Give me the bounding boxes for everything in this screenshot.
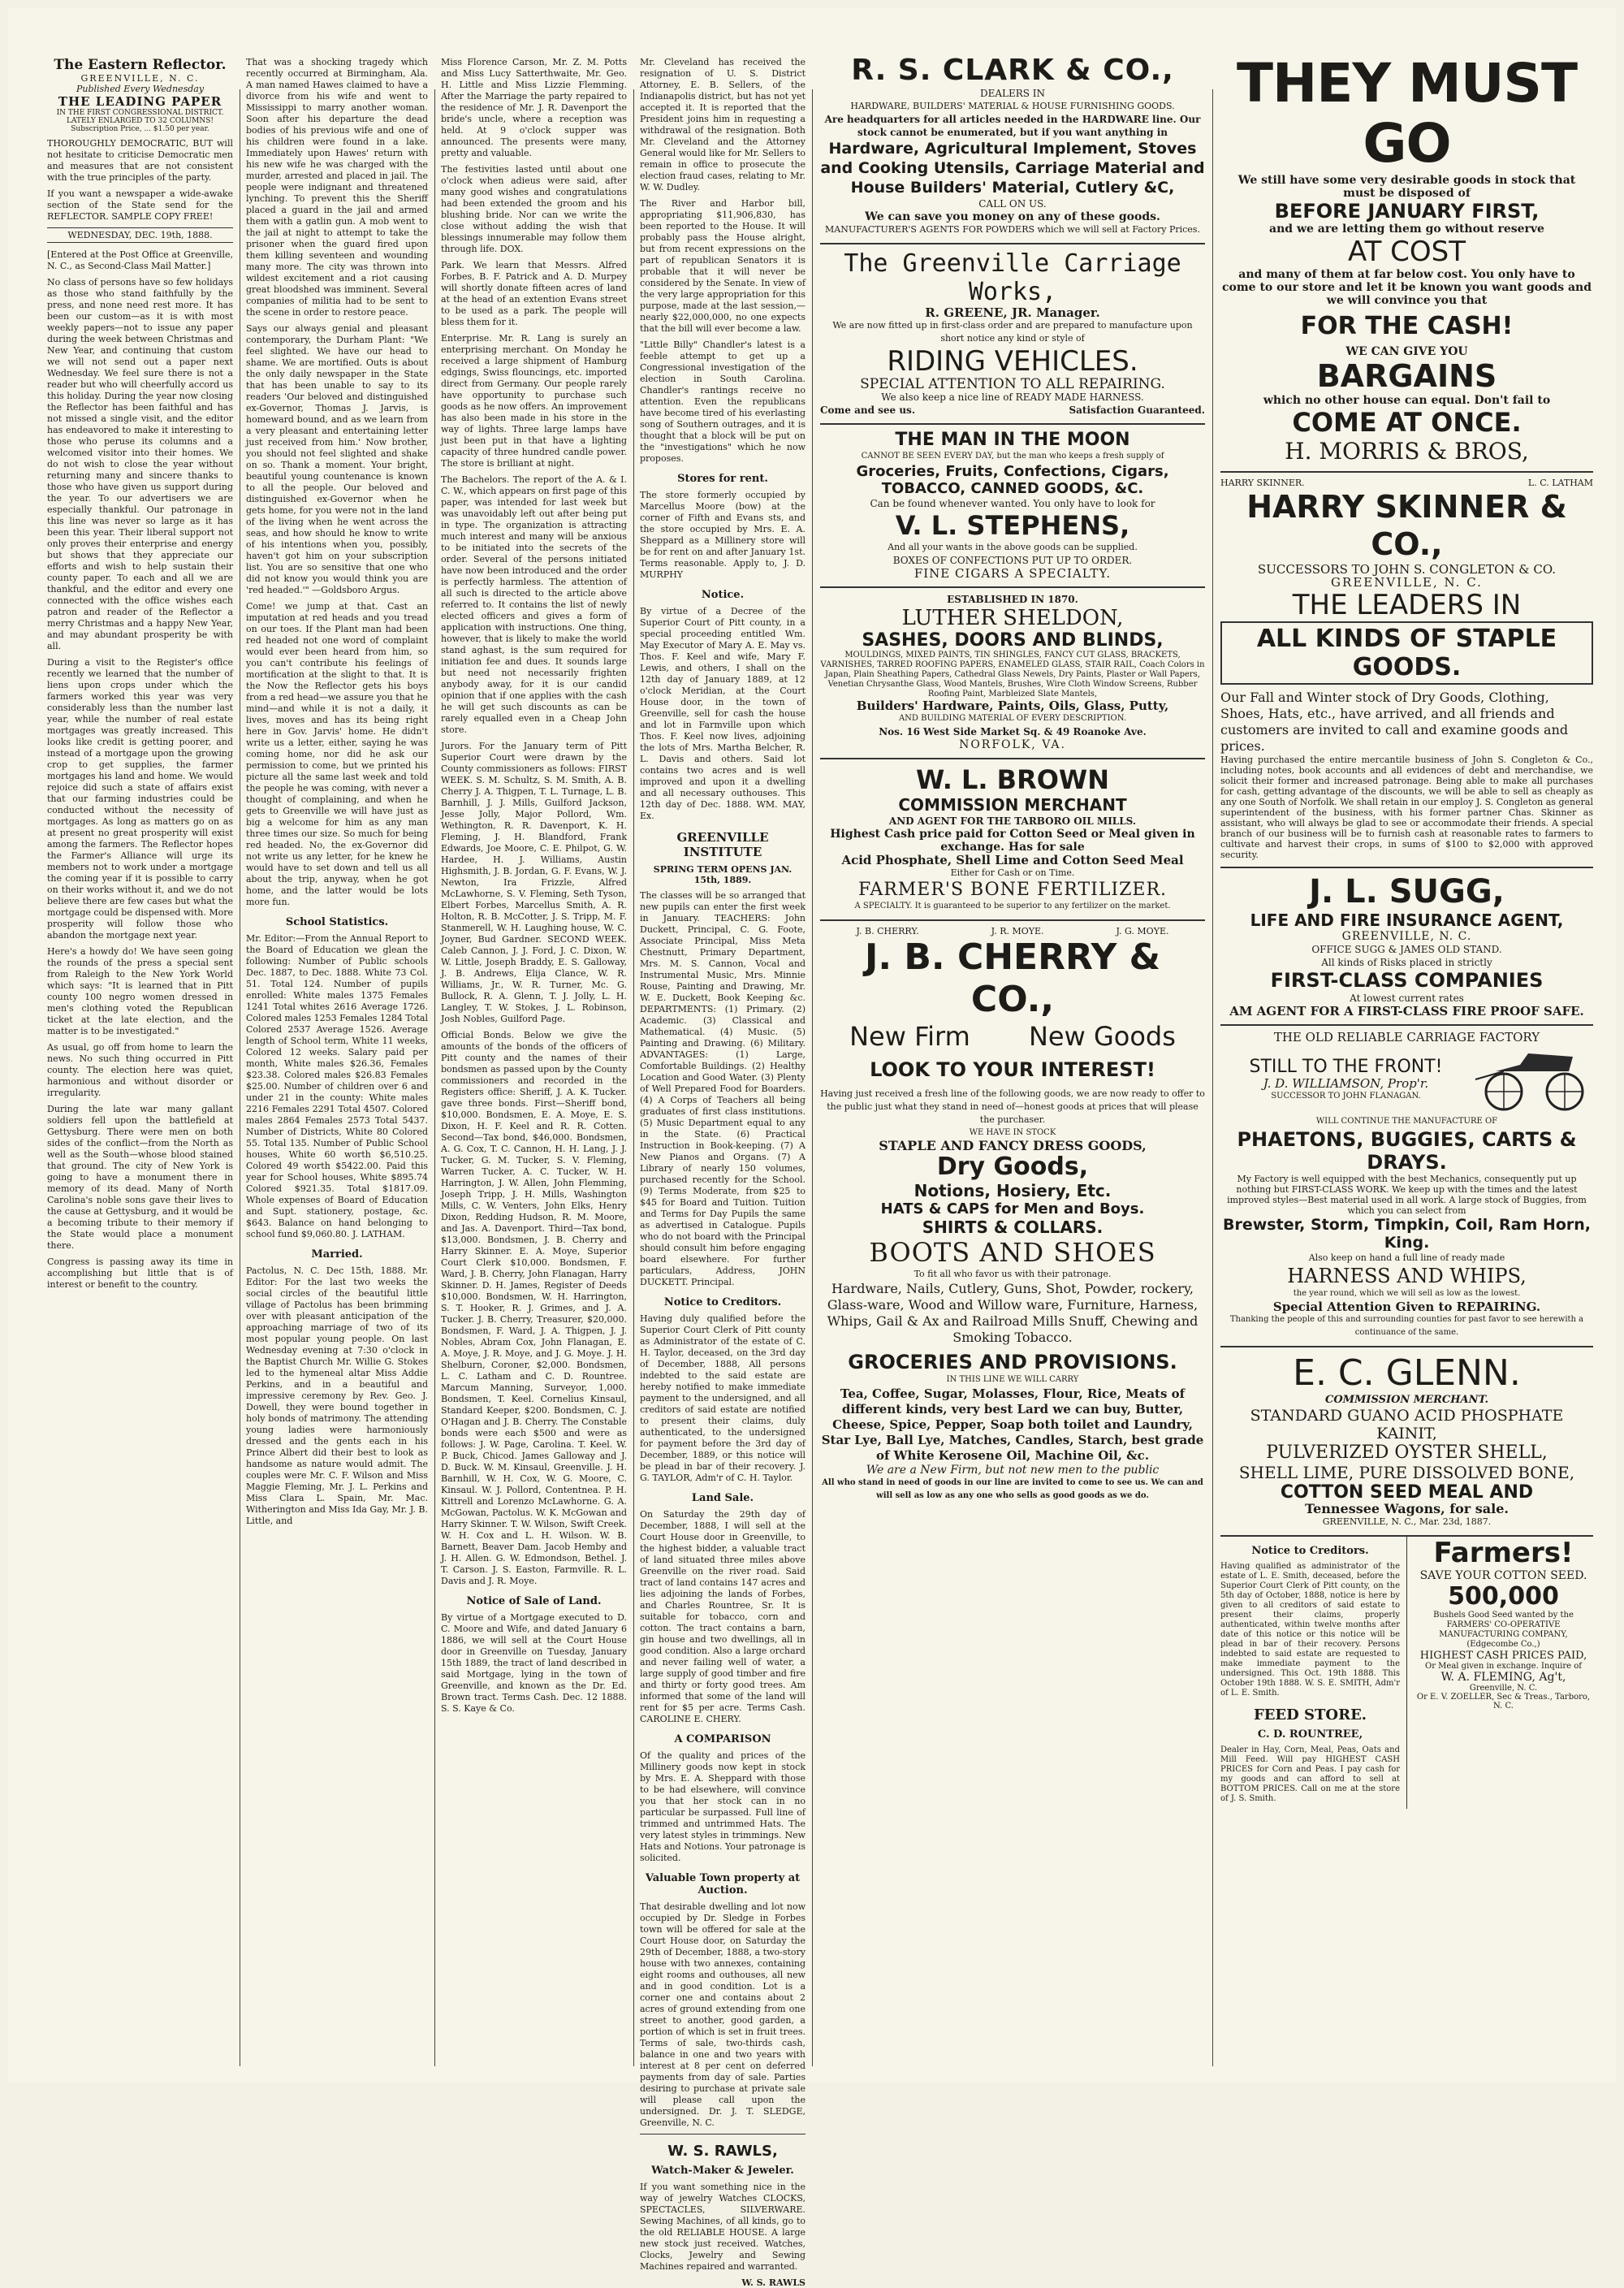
must-many: and many of them at far below cost. You only have to come to our store and let it be known you want goods and we will convince you that — [1222, 268, 1592, 307]
sheldon-address: Nos. 16 West Side Market Sq. & 49 Roanoke Ave. — [879, 726, 1147, 737]
article-paragraph: Official Bonds. Below we give the amounts of the bonds of the officers of Pitt county and the names of their bondsmen as passed upon by the County commissioners and recorded in the Registers office: Sheriff, J. A. K. Tucker. gave three bonds. First—Sheriff bond, $10,000. Bondsmen, E. A. Moye, E. S. Dixon, H. F. Keel and R. R. Cotten. Second—Tax bond, $46,000. Bondsmen, A. G. Cox, T. C. Cannon, H. H. Lang, J. J. Tucker, G. M. Tucker, S. V. Fleming, Warren Tucker, A. C. Tucker, W. H. Harrington, J. W. Allen, John Flemming, Joseph Tripp, J. H. Mills, Washington Mills, C. W. Venters, John Elks, Henry Dixon, Redding Hudson, R. M. Moore, and Jas. A. Davenport. Third—Tax bond, $13,000. Bondsmen, J. B. Cherry and Harry Skinner. E. A. Moye, Superior Court Clerk $10,000. Bondsmen, F. Ward, J. B. Cherry, John Flanagan, Harry Skinner. D. H. James, Register of Deeds $10,000. Bondsmen, W. H. Harrington, S. T. Hooker, R. J. Grimes, and J. A. Tucker. J. B. Cherry, Treasurer, $20,000. Bondsmen, F. Ward, J. A. Thigpen, J. J. Nobles, Abram Cox, John Flanagan, E. A. Moye, J. R. Moye, and J. G. Moye. J. H. Shelburn, Coroner, $2,000. Bondsmen, L. C. Latham and C. D. Rountree. Marcum Manning, Surveyor, 1,000. Bondsmen, T. Keel. Cornelius Kinsaul, Standard Keeper, $200. Bondsmen, C. J. O'Hagan and J. B. Cherry. The Constable bonds were each $500 and were as follows: J. W. Page, Carolina. T. Keel. W. P. Buck, Chicod. James Galloway and J. D. Buck. W. M. Kinsaul, Greenville. J. H. Barnhill, W. H. Cox, W. G. Moore, C. Kinsaul. W. J. Pollord, Contentnea. P. H. Kittrell and Lorenzo McLawhorne. G. A. McGowan, Pactolus. W. K. McGowan and Harry Skinner. T. W. Wilson, Swift Creek. W. H. Cox and L. H. Wilson. W. B. Barnett, Beaver Dam. Jacob Hemby and J. H. Allen. G. W. Edmondson, Bethel. J. T. Carson. J. S. Easton, Farmville. R. L. Davis and J. R. Moye. — [441, 1030, 627, 1586]
article-paragraph: "Little Billy" Chandler's latest is a feeble attempt to get up a Congressional investigation of the election in South Carolina. Chandler's rantings receive no attention. Even the republicans have become tired of his everlasting song of Southern outrages, and it is thought that a block will be put on the "investigations" which he now proposes. — [640, 340, 806, 464]
carriage-name: The Greenville Carriage Works, — [844, 249, 1181, 306]
feed-name: C. D. ROUNTREE, — [1257, 1728, 1363, 1741]
glenn-cotton: COTTON SEED MEAL AND — [1280, 1482, 1534, 1503]
article-paragraph: Says our always genial and pleasant contemporary, the Durham Plant: "We feel slighted. We have our head to shame. We are mortified. Outs is about the only daily newspaper in the State that has been unable to say to its readers 'Our beloved and distinguished ex-Governor, Thomas J. Jarvis, is homeward bound, and as we learn from a very pleasant and entertaining letter just received from him.' Now brother, you should not feel slighted and shake on so. Thank a moment. Your bright, beautiful young countenance is known to all the people. Our beloved and distinguished ex-Governor when he gets home, for you were not in the land of the living when he went across the seas, and how should he know to write of his intentions when you, possibly, haven't got him on your subscription list. You are so sensitive that one who did not know you would think you are 'red headed.'" —Goldsboro Argus. — [246, 323, 428, 595]
sugg-city: GREENVILLE, N. C. — [1341, 930, 1472, 943]
must-come: COME AT ONCE. — [1292, 407, 1522, 438]
cherry-stock: WE HAVE IN STOCK — [969, 1128, 1056, 1137]
cherry-staple: STAPLE AND FANCY DRESS GOODS, — [879, 1138, 1147, 1153]
article-paragraph: The Bachelors. The report of the A. & I. C. W., which appears on first page of this paper, was intended for last week but was unavoidably left out after being put in type. The organization is attracting much interest and many will be anxious to be initiated into the secrets of the order. Several of the persons initiated have now been introduced and the order is perfectly harmless. The attention of all such is directed to the article above referred to. It contains the list of newly elected officers and gives a form of application with instructions. One thing, however, that is likely to make the world stand aghast, is the sum required for initiation fee and dues. It sounds large but need not necessarily frighten anybody away, for it is our candid opinion that if one applies with the cash he will get such discounts as can be rarely equalled even in a Cheap John store. — [441, 474, 627, 735]
factory-big: PHAETONS, BUGGIES, CARTS & DRAYS. — [1237, 1128, 1577, 1174]
article-paragraph: Jurors. For the January term of Pitt Superior Court were drawn by the County commissioners as follows: FIRST WEEK. S. M. Schultz, S. M. Smith, A. B. Cherry J. A. Thigpen, T. L. Turnage, L. B. Barnhill, J. J. Mills, Guilford Jackson, Jesse Jolly, Major Pollord, Wm. Wethington, R. R. Davenport, K. H. Fleming, J. H. Blandford, Frank Edwards, Joe Moore, C. E. Philpot, G. W. Hardee, H. J. Williams, Austin Highsmith, J. B. Jordan, G. F. Evans, W. J. Newton, Ira Frizzle, Alfred McLawhorne, S. V. Fleming, Seth Tyson, Elbert Forbes, Marcellus Smith, A. R. Holton, R. B. McCotter, J. S. Tripp, M. F. Stanmerell, W. H. Laughing house, W. C. Joyner, Bud Gardner. SECOND WEEK. Caleb Cannon, J. J. Ford, J. C. Dixon, W. W. Little, Joseph Braddy, E. S. Galloway, J. B. Andrews, Elija Clance, W. R. Williams, Jr., W. R. Turner, Mc. G. Bullock, R. A. Glenn, T. J. Jolly, L. H. Langley, T. W. Stokes, J. L. Robinson, Josh Nobles, Guilford Page. — [441, 741, 627, 1024]
sugg-name: J. L. SUGG, — [1309, 873, 1505, 910]
cherry-new-firm: New Firm — [849, 1021, 970, 1052]
brown-acid: Acid Phosphate, Shell Lime and Cotton Seed Meal — [841, 853, 1184, 867]
factory-harness: HARNESS AND WHIPS, — [1287, 1265, 1527, 1287]
farmers-or2: Or E. V. ZOELLER, Sec & Treas., Tarboro, N. C. — [1416, 1693, 1591, 1711]
must-cost: AT COST — [1347, 236, 1466, 268]
clark-agents: MANUFACTURER'S AGENTS FOR POWDERS which we will sell at Factory Prices. — [825, 224, 1200, 235]
sheldon-big: SASHES, DOORS AND BLINDS, — [862, 630, 1164, 651]
glenn-standard: STANDARD GUANO ACID PHOSPHATE KAINIT, — [1250, 1407, 1564, 1442]
column-rule — [812, 89, 813, 2066]
must-cash: FOR THE CASH! — [1300, 312, 1514, 340]
article-paragraph: Come! we jump at that. Cast an imputation at red heads and you tread on our toes. If the Plant man had been red headed not one word of complaint would ever been heard from him, so you can't contribute his feelings of mortification at the slight to that. It is the Now the Reflector gets his boys from a red head—we assure you that he mind—and while it is not a daily, it lives, moves and has its being right here in Gov. Jarvis' home. He didn't write us a letter, either, saying he was coming home, nor did he ask our permission to come, but we printed his picture all the same last week and told the people he was coming, with never a thought of complaining, and when he gets to Greenville we will have just as big a welcome for him as any man three times our size. So much for being red headed. No, the ex-Governor did not write us any letter, for he knew he would have to set down and tell us all about the trip, anyway, when he got home, and the latter would be lots more fun. — [246, 601, 428, 907]
sheldon-ad — [820, 588, 1205, 759]
factory-prop: J. D. WILLIAMSON, Prop'r. — [1263, 1075, 1429, 1091]
cherry-boots: BOOTS AND SHOES — [869, 1237, 1156, 1268]
factory-body: My Factory is well equipped with the best Mechanics, consequently put up nothing but FIRST-CLASS WORK. We keep up with the times and the latest improved styles—Best material used in all work. A large stock of Buggies, from which you can select from — [1227, 1174, 1587, 1216]
article-paragraph: The festivities lasted until about one o'clock when adieus were said, after many good wishes and congratulations had been extended the groom and his blushing bride. Nor can we write the close without adding the wish that blessings innumerable may follow them through life. DOX. — [441, 164, 627, 254]
article-paragraph: Congress is passing away its time in accomplishing but little that is of interest or benefit to the country. — [47, 1256, 233, 1290]
article-paragraph: No class of persons have so few holidays as those who stand faithfully by the press, and none need rest more. It has been our custom—as it is with most weekly papers—not to issue any paper during the week between Christmas and New Year, and continuing that custom we will not send out a paper next Wednesday. We feel sure there is not a reader but who will cheerfully accord us this holiday. During the year now closing the Reflector has been faithful and has not missed a single visit, and the editor has endeavored to make it interesting to those who peruse its columns and a welcomed visitor into their homes. We do not wish to close the year without returning many and sincere thanks to those who have given us support during the year. To our advertisers we are especially thankful. Our patronage in this line was never so large as it has been this year. Their liberal support not only proves their enterprise and energy but shows that they appreciate our efforts and wish to help sustain their county paper. To each and all we are thankful, and the editor and every one connected with the office wishes each patron and reader of the Reflector a merry Christmas and a happy New Year, and may abundant prosperity be with all. — [47, 277, 233, 651]
cherry-new-goods: New Goods — [1028, 1021, 1176, 1052]
sugg-ad — [1220, 868, 1593, 1026]
farmers-body: Bushels Good Seed wanted by the FARMERS' CO-OPERATIVE MANUFACTURING COMPANY, (Edgecombe Co.,) — [1433, 1611, 1574, 1649]
must-go-headline: THEY MUST GO — [1237, 52, 1577, 175]
cherry-shirts: SHIRTS & COLLARS. — [922, 1218, 1104, 1237]
skinner-partner: HARRY SKINNER. — [1220, 478, 1305, 488]
moon-found: Can be found whenever wanted. You only have to look for — [870, 498, 1155, 509]
glenn-date: GREENVILLE, N. C., Mar. 23d, 1887. — [1322, 1516, 1492, 1527]
skinner-partner: L. C. LATHAM — [1527, 478, 1593, 488]
paper-name: The Eastern Reflector. — [54, 57, 227, 73]
section-heading: Married. — [311, 1248, 363, 1261]
skinner-ad — [1220, 473, 1593, 868]
article-paragraph: Park. We learn that Messrs. Alfred Forbes, B. F. Patrick and A. D. Murpey will shortly donate fifteen acres of land at the head of an extention Evans street to be used as a park. The people will bless them for it. — [441, 260, 627, 327]
carriage-harness: We also keep a nice line of READY MADE HARNESS. — [881, 391, 1144, 403]
column-3 — [434, 57, 633, 2066]
farmers-cash: HIGHEST CASH PRICES PAID, — [1419, 1650, 1587, 1662]
section-heading: Valuable Town property at Auction. — [645, 1872, 801, 1897]
factory-year: the year round, which we will sell as low as the lowest. — [1293, 1289, 1521, 1298]
cherry-ad — [820, 921, 1205, 1509]
must-which: which no other house can equal. Don't fail to — [1263, 394, 1551, 407]
carriage-come: Come and see us. — [820, 404, 915, 416]
article-paragraph: By virtue of a Mortgage executed to D. C. Moore and Wife, and dated January 6 1886, we will sell at the Court House door in Greenville on Tuesday, January 15th 1889, the tract of land described in said Mortgage, lying in the town of Greenville, and known as the Dr. Ed. Brown tract. Terms Cash. Dec. 12 1888. S. S. Kaye & Co. — [441, 1612, 627, 1714]
sugg-risks: All kinds of Risks placed in strictly — [1321, 957, 1492, 968]
carriage-icon — [1471, 1044, 1593, 1115]
ad-column-1 — [814, 49, 1212, 2066]
entered-note: [Entered at the Post Office at Greenville, N. C., as Second-Class Mail Matter.] — [47, 249, 233, 271]
cherry-body: Having just received a fresh line of the following goods, we are now ready to offer to the public just what they stand in need of—honest goods at prices that will please the purchaser. — [820, 1088, 1205, 1125]
factory-still: STILL TO THE FRONT! — [1249, 1056, 1443, 1077]
cherry-partner: J. B. CHERRY. — [856, 926, 919, 936]
must-letting: and we are letting them go without reserve — [1269, 223, 1544, 236]
section-heading: A COMPARISON — [674, 1733, 771, 1745]
farmers-heading: Farmers! — [1433, 1537, 1574, 1569]
sheldon-building: AND BUILDING MATERIAL OF EVERY DESCRIPTION. — [898, 714, 1127, 723]
carriage-manager: R. GREENE, JR. Manager. — [925, 305, 1100, 320]
masthead — [47, 57, 233, 133]
smith-body: Having qualified as administrator of the estate of L. E. Smith, deceased, before the Superior Court Clerk of Pitt county, on the 5th day of October, 1888, notice is here by given to all creditors of said estate to present their claims, properly authenticated, within twelve months after date of this notice or this notice will be plead in bar of their recovery. Persons indebted to said estate are requested to make immediate payment to the undersigned. This Oct. 19th 1888. This October 19th 1888. W. S. E. SMITH, Adm'r of L. E. Smith. — [1220, 1562, 1400, 1698]
section-heading: Notice of Sale of Land. — [466, 1595, 602, 1607]
clark-dealers: DEALERS IN — [979, 88, 1046, 99]
cherry-look: LOOK TO YOUR INTEREST! — [870, 1058, 1155, 1081]
morris-ad — [1220, 49, 1593, 473]
factory-brands: Brewster, Storm, Timpkin, Coil, Ram Horn, King. — [1223, 1216, 1591, 1252]
must-give: WE CAN GIVE YOU — [1345, 345, 1468, 358]
bottom-left — [1220, 1537, 1400, 1809]
article-paragraph: Miss Florence Carson, Mr. Z. M. Potts and Miss Lucy Satterthwaite, Mr. Geo. H. Little and Miss Lizzie Flemming. After the Marriage the party repaired to the residence of Mr. J. R. Davenport the bride's uncle, where a reception was held. At 9 o'clock supper was announced. The presents were many, pretty and valuable. — [441, 57, 627, 158]
article-paragraph: During a visit to the Register's office recently we learned that the number of liens upon crops under which the farmers worked this year was very considerably less than the number last year, while the number of real estate mortgages was greatly increased. This looks like credit is getting poorer, and instead of a mortgage upon the growing crop to get supplies, the farmer mortgages his land and home. We would rejoice did such a state of affairs exist that our farming industries could be conducted without the necessity of mortgages. As long as matters go on as at present no great prosperity will exist among the farmers. The Reflector hopes the Farmer's Alliance will urge its members not to work under a mortgage the coming year if it is possible to carry on their works without it, and we do not believe there are few cases but what the mortgage could be dispensed with. More prosperity will follow those who abandon the mortgage next year. — [47, 657, 233, 941]
must-before: BEFORE JANUARY FIRST, — [1274, 200, 1540, 223]
section-heading: Notice to Creditors. — [663, 1296, 782, 1308]
factory-thanks: Thanking the people of this and surrounding counties for past favor to see herewith a continuance of the same. — [1229, 1315, 1584, 1337]
must-morris: H. MORRIS & BROS, — [1285, 438, 1529, 465]
democratic-note: THOROUGHLY DEMOCRATIC, BUT will not hesitate to criticise Democratic men and measures that are not consistent with the true principles of the party. — [47, 138, 233, 183]
section-heading: Land Sale. — [691, 1492, 754, 1504]
brown-name: W. L. BROWN — [916, 764, 1109, 795]
factory-successor: SUCCESSOR TO JOHN FLANAGAN. — [1271, 1091, 1421, 1101]
paper-place: GREENVILLE, N. C. — [80, 73, 200, 84]
factory-will: WILL CONTINUE THE MANUFACTURE OF — [1315, 1117, 1498, 1126]
glenn-shell: SHELL LIME, PURE DISSOLVED BONE, — [1238, 1463, 1575, 1482]
clark-save: We can save you money on any of these goods. — [865, 210, 1160, 223]
institute-term: SPRING TERM OPENS JAN. 15th, 1889. — [653, 864, 793, 885]
skinner-partners — [1220, 478, 1593, 488]
article-paragraph: Of the quality and prices of the Millinery goods now kept in stock by Mrs. E. A. Sheppard with those to be had elsewhere, will convince you that her stock can in no particular be surpassed. Full line of trimmed and untrimmed Hats. The very latest styles in trimmings. New Hats and Notions. Your patronage is solicited. — [640, 1750, 806, 1863]
cherry-partners — [820, 926, 1205, 936]
article-paragraph: As usual, go off from home to learn the news. No such thing occurred in Pitt county. The election here was quiet, harmonious and without disorder or irregularity. — [47, 1042, 233, 1098]
man-in-moon-ad — [820, 425, 1205, 588]
brown-title: COMMISSION MERCHANT — [898, 795, 1127, 815]
skinner-name: HARRY SKINNER & CO., — [1246, 489, 1567, 562]
article-paragraph: Mr. Cleveland has received the resignation of U. S. District Attorney, E. B. Sellers, of the Indianapolis district, but has not yet accepted it. It is reported that the President joins him in requesting a withdrawal of the resignation. Both Mr. Cleveland and the Attorney General would like for Mr. Sellers to remain in office to prosecute the election fraud cases, relating to Mr. W. W. Dudley. — [640, 57, 806, 192]
article-paragraph: The store formerly occupied by Marcellus Moore (bow) at the corner of Fifth and Evans sts, and the store occupied by Mrs. E. A. Sheppard as a Millinery store will be for rent on and after January 1st. Terms reasonable. Apply to, J. D. MURPHY — [640, 490, 806, 580]
farmers-number: 500,000 — [1448, 1582, 1559, 1611]
section-heading: GREENVILLE INSTITUTE — [676, 830, 769, 859]
cherry-groceries: GROCERIES AND PROVISIONS. — [848, 1351, 1177, 1373]
skinner-leaders: THE LEADERS IN — [1292, 589, 1522, 621]
moon-wants: And all your wants in the above goods can be supplied. — [888, 542, 1138, 552]
glenn-wagons: Tennessee Wagons, for sale. — [1305, 1501, 1509, 1516]
skinner-fall: Our Fall and Winter stock of Dry Goods, Clothing, Shoes, Hats, etc., have arrived, and all friends and customers are invited to call and examine goods and prices. — [1220, 690, 1569, 754]
factory-row — [1220, 1044, 1593, 1115]
rawls-signature: W. S. RAWLS — [741, 2277, 806, 2288]
carriage-factory-ad — [1220, 1026, 1593, 1347]
subscription-line: Subscription Price, ... $1.50 per year. — [71, 125, 209, 133]
column-4 — [633, 57, 812, 2288]
article-paragraph: That desirable dwelling and lot now occupied by Dr. Sledge in Forbes town will be offered for sale at the Court House door, on Saturday the 29th of December, 1888, a two-story house with two annexes, containing eight rooms and outhouses, all new and in good condition. Lot is a corner one and contains about 2 acres of ground extending from one street to another, good garden, a portion of which is set in fruit trees. Terms of sale, two-thirds cash, balance in one and two years with interest at 8 per cent on deferred payments from day of sale. Parties desiring to purchase at private sale will please call upon the undersigned. Dr. J. T. SLEDGE, Greenville, N. C. — [640, 1901, 806, 2128]
article-paragraph: Enterprise. Mr. R. Lang is surely an enterprising merchant. On Monday he received a large shipment of Hamburg edgings, Swiss flouncings, etc. imported direct from Germany. Our people rarely have opportunity to purchase such goods as he now offers. An improvement has also been made in his store in the way of lights. Three large lamps have just been put in that have a lighting capacity of three hundred candle power. The store is brilliant at night. — [441, 333, 627, 469]
publication-note: Published Every Wednesday — [76, 84, 205, 94]
article-paragraph: Having duly qualified before the Superior Court Clerk of Pitt county as Administrator of the estate of C. H. Taylor, deceased, on the 3rd day of December, 1888, All persons indebted to the said estate are hereby notified to make immediate payment to the undersigned, and all creditors of said estate are notified to present their claims, duly authenticated, to the undersigned for payment before the 3rd day of December, 1889, or this notice will be plead in bar of their recovery. J. G. TAYLOR, Adm'r of C. H. Taylor. — [640, 1313, 806, 1483]
must-body: We still have some very desirable goods in stock that must be disposed of — [1237, 174, 1576, 200]
moon-goods: Groceries, Fruits, Confections, Cigars, TOBACCO, CANNED GOODS, &C. — [856, 463, 1169, 497]
feed-body: Dealer in Hay, Corn, Meal, Peas, Oats and Mill Feed. Will pay HIGHEST CASH PRICES for Corn and Peas. I pay cash for my goods and can afford to sell at BOTTOM PRICES. Call on me at the store of J. S. Smith. — [1220, 1745, 1400, 1803]
skinner-successors: SUCCESSORS TO JOHN S. CONGLETON & CO. — [1257, 562, 1557, 577]
must-bargains: BARGAINS — [1316, 358, 1497, 394]
farmers-save: SAVE YOUR COTTON SEED. — [1419, 1569, 1587, 1582]
feed-heading: FEED STORE. — [1253, 1706, 1367, 1724]
factory-repair: Special Attention Given to REPAIRING. — [1272, 1300, 1541, 1314]
moon-stephens: V. L. STEPHENS, — [895, 510, 1130, 541]
sheldon-city: NORFOLK, VA. — [959, 738, 1066, 751]
clark-body: Are headquarters for all articles needed in the HARDWARE line. Our stock cannot be enumerated, but if you want anything in — [824, 114, 1201, 138]
newspaper-page — [8, 8, 1616, 2288]
farmers-city: Greenville, N. C. — [1469, 1684, 1538, 1693]
article-paragraph: The River and Harbor bill, appropriating $11,906,830, has been reported to the House. It will probably pass the House alright, but from recent expressions on the part of republican Senators it is probable that it will never be considered by the Senate. In view of the very large appropriation for this purpose, made at the last session,—nearly $22,000,000, no one expects that the bill will ever become a law. — [640, 198, 806, 334]
cherry-fit: To fit all who favor us with their patronage. — [914, 1269, 1112, 1279]
cherry-close: All who stand in need of goods in our line are invited to come to see us. We can and will sell as low as any one who sells as good goods as we do. — [822, 1478, 1203, 1500]
skinner-body: Having purchased the entire mercantile business of John S. Congleton & Co., including notes, book accounts and all evidences of debt and merchandise, we solicit their former and increased patronage. Being able to make all purchases for cash, getting advantage of the discounts, we will be able to sell as cheaply as any one South of Norfolk. We shall retain in our employ J. S. Congleton as general superintendent of the business, with his former partner Chas. Skinner as assistant, who will always be glad to see or accommodate their friends. A special branch of our business will be to furnish cash at reasonable rates to farmers to cultivate and harvest their crops, in sums of $100 to $2,000 with approved security. — [1220, 755, 1593, 860]
sugg-title: LIFE AND FIRE INSURANCE AGENT, — [1250, 910, 1564, 930]
district-line: IN THE FIRST CONGRESSIONAL DISTRICT. — [56, 109, 224, 117]
factory-text — [1220, 1057, 1471, 1103]
leading-paper: THE LEADING PAPER — [58, 94, 222, 109]
rawls-name: W. S. RAWLS, — [667, 2143, 778, 2160]
skinner-city: GREENVILLE, N. C. — [1331, 575, 1483, 590]
bottom-ads — [1220, 1537, 1593, 1809]
article-paragraph: On Saturday the 29th day of December, 1888, I will sell at the Court House door in Greenville, to the highest bidder, a valuable tract of land situated three miles above Greenville on the river road. Said tract of land contains 147 acres and lies adjoining the lands of Forbes, and Charles Rountree, Sr. It is suitable for tobacco, corn and cotton. The tract contains a barn, gin house and two dwellings, all in good condition. Also a large orchard and never failing well of water, a large supply of good timber and fire and thirty or forty good trees. Am informed that some of the land will rent for $5 per acre. Terms Cash. CAROLINE E. CHERY. — [640, 1509, 806, 1724]
advertise-note: If you want a newspaper a wide-awake section of the State send for the REFLECTOR. SAMPLE COPY FREE! — [47, 188, 233, 222]
cherry-hardware: Hardware, Nails, Cutlery, Guns, Shot, Powder, rockery, Glass-ware, Wood and Willow ware, Furniture, Harness, Whips, Gail & Ax and Railroad Mills Snuff, Chewing and Smoking Tobacco. — [827, 1281, 1199, 1345]
sugg-office: OFFICE SUGG & JAMES OLD STAND. — [1311, 944, 1502, 955]
rawls-body: If you want something nice in the way of jewelry Watches CLOCKS, SPECTACLES, SILVERWARE. Sewing Machines, of all kinds, go to the old RELIABLE HOUSE. A large new stock just received. Watches, Clocks, Jewelry and Sewing Machines repaired and warranted. — [640, 2182, 806, 2272]
ad-column-2 — [1214, 49, 1600, 2066]
brown-ad — [820, 759, 1205, 921]
moon-name: THE MAN IN THE MOON — [895, 430, 1130, 450]
article-paragraph: During the late war many gallant soldiers fell upon the battlefield at Gettysburg. There were men on both sides of the conflict—from the North as well as the South—whose blood stained that ground. The city of New York is going to have a monument there in memory of its dead. Many of North Carolina's noble sons gave their lives to the cause at Gettysburg, and it would be a becoming tribute to their memory if the State would place a monument there. — [47, 1104, 233, 1251]
sheldon-name: LUTHER SHELDON, — [901, 606, 1124, 630]
glenn-ad — [1220, 1347, 1593, 1537]
farmers-agent: W. A. FLEMING, Ag't, — [1440, 1671, 1566, 1684]
article-paragraph: The classes will be so arranged that new pupils can enter the first week in January. TEACHERS: John Duckett, Principal, C. G. Foote, Associate Principal, Miss Meta Chestnutt, Primary Department, Mrs. M. S. Cannon, Vocal and Instrumental Music, Mrs. Minnie Rouse, Painting and Drawing, Mr. W. E. Duckett, Book Keeping &c. DEPARTMENTS: (1) Primary. (2) Academic. (3) Classical and Mathematical. (4) Music. (5) Painting and Drawing. (6) Military. ADVANTAGES: (1) Large, Comfortable Buildings. (2) Healthy Location and Good Water. (3) Plenty of Well Prepared Food for Boarders. (4) A Corps of Teachers all being graduates of first class institutions. (5) Music Department equal to any in the State. (6) Practical Instruction in Book-keeping. (7) A New Pianos and Organs. (7) A Library of nearly 150 volumes, purchased recently for the School. (9) Terms Moderate, from $25 to $45 for Board and Tuition. Tuition and Terms for Day Pupils the same as advertised in Catalogue. Pupils who do not board with the Principal should consult him before engaging board elsewhere. For further particulars, Address, JOHN DUCKETT. Principal. — [640, 890, 806, 1287]
cherry-partner: J. G. MOYE. — [1116, 926, 1169, 936]
brown-specialty: A SPECIALTY. It is guaranteed to be superior to any fertilizer on the market. — [854, 902, 1171, 910]
sheldon-established: ESTABLISHED IN 1870. — [947, 594, 1078, 605]
cherry-hats: HATS & CAPS for Men and Boys. — [880, 1200, 1145, 1218]
factory-head: THE OLD RELIABLE CARRIAGE FACTORY — [1273, 1030, 1540, 1045]
cherry-partner: J. R. MOYE. — [991, 926, 1044, 936]
cherry-dry: Dry Goods, — [936, 1153, 1089, 1181]
carriage-body: We are now fitted up in first-class order and are prepared to manufacture upon short notice any kind or style of — [832, 320, 1193, 344]
clark-name: R. S. CLARK & CO., — [851, 54, 1174, 87]
article-paragraph: Mr. Editor:—From the Annual Report to the Board of Education we glean the following: Number of Public schools Dec. 1887, to Dec. 1888. White 73 Col. 51. Total 124. Number of pupils enrolled: White males 1375 Females 1241 Total whites 2616 Average 1726. Colored males 1253 Females 1284 Total Colored 2537 Average 1526. Average length of School term, White 11 weeks, Colored 12 weeks. Salary paid per month, White males $26.36, Females $23.38. Colored males $26.83 Females $25.00. Number of children over 6 and under 21 in the county: White males 2216 Females 2291 Total 4507. Colored males 2864 Females 2573 Total 5437. Number of Districts, White 80 Colored 55. Total 135. Number of Public School houses, White 60 worth $6,510.25. Colored 49 worth $5422.00. Paid this year for School houses, White $895.74 Colored $921.35. Total $1817.09. Whole expenses of Board of Education and Supt. stationery, postage, &c. $643. Balance on hand belonging to school fund $9,060.80. J. LATHAM. — [246, 933, 428, 1239]
clark-call: CALL ON US. — [978, 198, 1047, 210]
cherry-name: J. B. CHERRY & CO., — [864, 936, 1161, 1020]
sheldon-builders: Builders' Hardware, Paints, Oils, Glass, Putty, — [856, 699, 1169, 713]
sugg-rates: At lowest current rates — [1350, 993, 1464, 1004]
smith-heading: Notice to Creditors. — [1251, 1545, 1369, 1557]
carriage-works-ad — [820, 244, 1205, 425]
brown-cash: Highest Cash price paid for Cotton Seed or Meal given in exchange. Has for sale — [830, 828, 1195, 854]
article-paragraph: Here's a howdy do! We have seen going the rounds of the press a special sent from Raleigh to the New York World which says: "It is learned that in Pitt county 100 negro women dressed in men's clothing voted the Republican ticket at the late election, and the matter is to be investigated." — [47, 946, 233, 1036]
column-2 — [240, 57, 434, 2066]
moon-boxes: BOXES OF CONFECTIONS PUT UP TO ORDER. — [892, 555, 1133, 566]
article-paragraph: That was a shocking tragedy which recently occurred at Birmingham, Ala. A man named Hawes claimed to have a divorce from his wife and went to Mississippi to marry another woman. Soon after his departure the dead bodies of his previous wife and one of his children were found in a lake. Immediately upon Hawes' return with his new wife he was charged with the murder, arrested and placed in jail. The people were indignant and threatened lynching. To prevent this the Sheriff placed a guard in the jail and armed them with a gatlin gun. A mob went to the jail at night to attempt to take the prisoner when the guard fired upon them killing seventeen and wounding many more. The city was thrown into wildest excitement and a riot causing great bloodshed was imminent. Several companies of militia had to be sent to the scene in order to restore peace. — [246, 57, 428, 318]
carriage-satisfaction: Satisfaction Guaranteed. — [1069, 404, 1205, 416]
cherry-new — [820, 1021, 1205, 1052]
column-rule — [1212, 89, 1213, 2066]
moon-cigars: FINE CIGARS A SPECIALTY. — [914, 566, 1112, 581]
brown-agent: AND AGENT FOR THE TARBORO OIL MILLS. — [888, 815, 1137, 827]
sugg-safe: AM AGENT FOR A FIRST-CLASS FIRE PROOF SAFE. — [1229, 1004, 1584, 1019]
section-heading: Notice. — [701, 589, 745, 601]
cherry-newfirm-line: We are a New Firm, but not new men to the public — [866, 1464, 1160, 1477]
cherry-notions: Notions, Hosiery, Etc. — [914, 1181, 1112, 1200]
glenn-oyster: PULVERIZED OYSTER SHELL, — [1266, 1442, 1548, 1463]
clark-big: Hardware, Agricultural Implement, Stoves and Cooking Utensils, Carriage Material and House Builders' Material, Cutlery &C, — [820, 140, 1205, 197]
farmers-or: Or Meal given in exchange. Inquire of — [1425, 1662, 1582, 1671]
section-heading: School Statistics. — [285, 916, 389, 928]
factory-also: Also keep on hand a full line of ready made — [1308, 1252, 1505, 1263]
bottom-right — [1406, 1537, 1593, 1809]
glenn-title: COMMISSION MERCHANT. — [1324, 1394, 1489, 1406]
glenn-name: E. C. GLENN. — [1293, 1352, 1521, 1394]
carriage-riding: RIDING VEHICLES. — [887, 345, 1138, 378]
section-heading: Stores for rent. — [677, 473, 768, 485]
moon-sub: CANNOT BE SEEN EVERY DAY, but the man who keeps a fresh supply of — [861, 452, 1164, 461]
brown-fertilizer: FARMER'S BONE FERTILIZER. — [857, 880, 1168, 900]
article-paragraph: By virtue of a Decree of the Superior Court of Pitt county, in a special proceeding entitled Wm. May Executor of Mary A. E. May vs. Thos. F. Keel and wife, Mary F. Lewis, and others, I shall on the 12th day of January 1889, at 12 o'clock Meridian, at the Court House door, in the town of Greenville, sell for cash the house and lot in Farmville upon which Thos. F. Keel now lives, adjoining the lots of Mrs. Martha Belcher, R. L. Davis and others. Said lot contains two acres and is well improved and upon it a dwelling and all necessary outhouses. This 12th day of Dec. 1888. WM. MAY, Ex. — [640, 606, 806, 821]
clark-ad — [820, 49, 1205, 244]
carriage-repair: SPECIAL ATTENTION TO ALL REPAIRING. — [860, 376, 1165, 392]
cherry-tea: Tea, Coffee, Sugar, Molasses, Flour, Rice, Meats of different kinds, very best Lard we can buy, Butter, Cheese, Spice, Pepper, Soap both toilet and Laundry, Star Lye, Ball Lye, Matches, Candles, Starch, best grade of White Kerosene Oil, Machine Oil, &c. — [821, 1386, 1204, 1463]
carriage-footer — [820, 404, 1205, 417]
rawls-title: Watch-Maker & Jeweler. — [651, 2165, 794, 2177]
cherry-carry: IN THIS LINE WE WILL CARRY — [946, 1375, 1079, 1384]
sugg-first: FIRST-CLASS COMPANIES — [1270, 969, 1544, 992]
skinner-staple: ALL KINDS OF STAPLE GOODS. — [1220, 621, 1593, 685]
columns-line: LATELY ENLARGED TO 32 COLUMNS! — [66, 117, 214, 125]
brown-either: Either for Cash or on Time. — [950, 867, 1075, 878]
clark-lines: HARDWARE, BUILDERS' MATERIAL & HOUSE FURNISHING GOODS. — [850, 101, 1175, 111]
issue-date: WEDNESDAY, DEC. 19th, 1888. — [47, 227, 233, 243]
sheldon-list: MOULDINGS, MIXED PAINTS, TIN SHINGLES, FANCY CUT GLASS, BRACKETS, VARNISHES, TARRED ROOFING PAPERS, ENAMELED GLASS, STAIR RAIL, Coach Colors in Japan, Plain Sheathing Papers, Cathedral Glass Newels, Dry Paints, Plaster or Wall Papers, Venetian Chrysanthe Glass, Wood Mantels, Brushes, Wire Cloth Window Screens, Rubber Roofing Paint, Marbleized Slate Mantels, — [820, 651, 1205, 699]
column-1 — [41, 57, 240, 2066]
article-paragraph: Pactolus, N. C. Dec 15th, 1888. Mr. Editor: For the last two weeks the social circles of the beautiful little village of Pactolus has been brimming over with pleasant anticipation of the approaching marriage of two of its most popular young people. On last Wednesday evening at 7:30 o'clock in the Baptist Church Mr. Willie G. Stokes led to the hymeneal altar Miss Addie Perkins, and in a beautiful and impressive ceremony by Rev. Geo. J. Dowell, they were bound together in holy bonds of matrimony. The attending young ladies were harmoniously dressed and the gents each in his Prince Albert did their best to look as handsome as nature would admit. The couples were Mr. C. F. Wilson and Miss Maggie Fleming, Mr. J. L. Perkins and Miss Clara L. Spain, Mr. Mac. Witherington and Miss Ida Gay, Mr. J. B. Little, and — [246, 1265, 428, 1526]
